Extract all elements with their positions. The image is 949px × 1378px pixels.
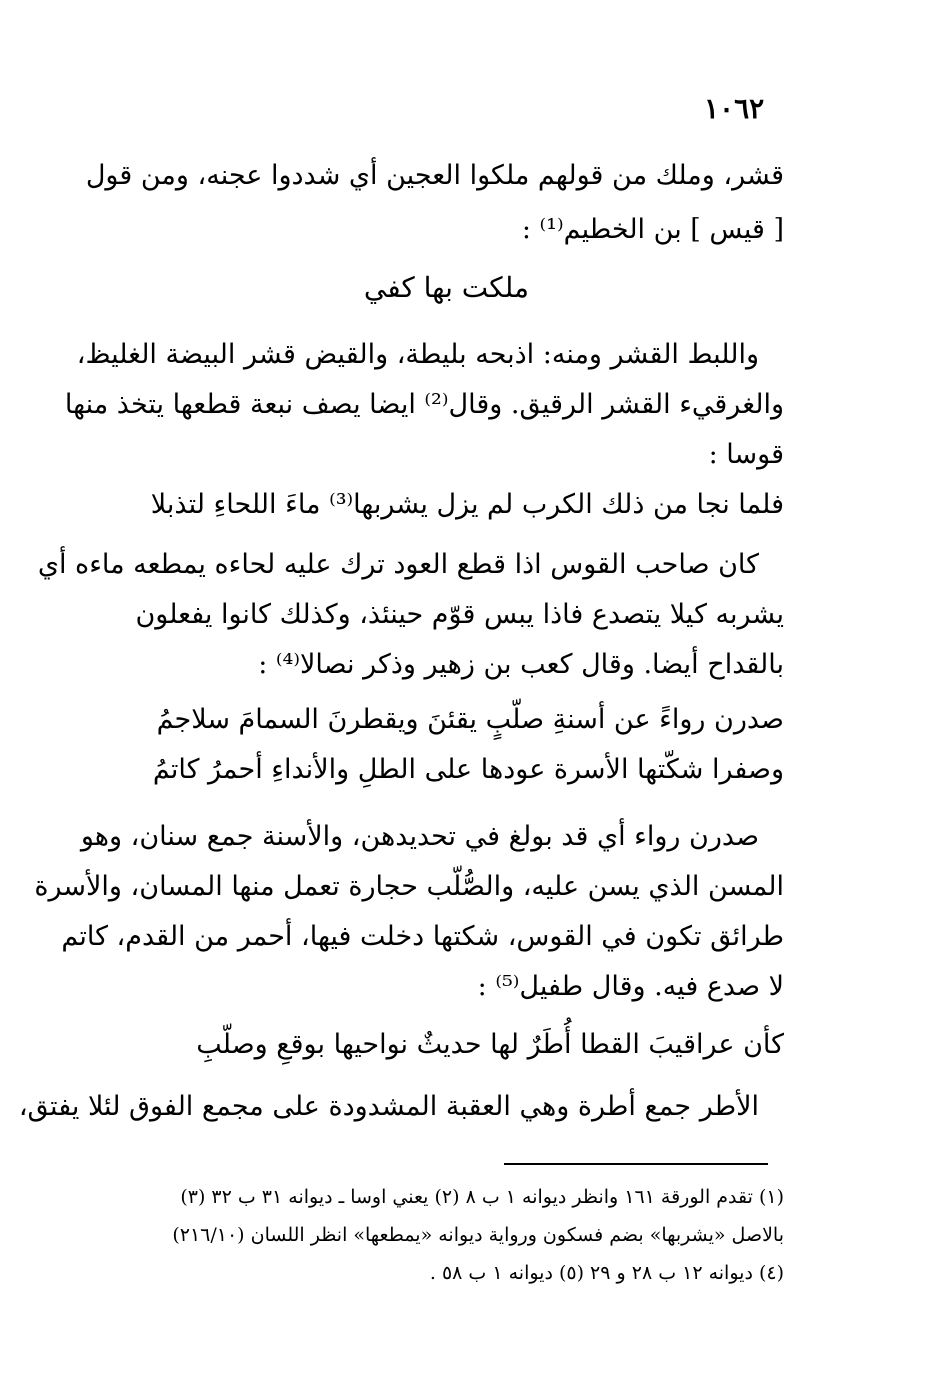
text-line: قوسا :: [708, 439, 784, 470]
footnote-line: بالاصل «يشربها» بضم فسكون ورواية ديوانه «يمطعها» انظر اللسان (٢١٦/١٠): [172, 1224, 784, 1246]
verse-line: ملكت بها كفي: [363, 271, 529, 304]
verse-line: وصفرا شكّتها الأسرة عودها على الطلِ والأنداءِ أحمرُ كاتمُ: [152, 754, 784, 785]
text-line: المسن الذي يسن عليه، والصُّلّب حجارة تعمل منها المسان، والأسرة: [34, 871, 784, 902]
text-line: قشر، وملك من قولهم ملكوا العجين أي شددوا عجنه، ومن قول: [85, 160, 784, 191]
verse-line: فلما نجا من ذلك الكرب لم يزل يشربها⁽³⁾ ماءَ اللحاءِ لتذبلا: [150, 489, 784, 520]
text-line: طرائق تكون في القوس، شكتها دخلت فيها، أحمر من القدم، كاتم: [61, 921, 784, 952]
text-line: صدرن رواء أي قد بولغ في تحديدهن، والأسنة جمع سنان، وهو: [80, 821, 759, 852]
verse-line: كأن عراقيبَ القطا أُطَرٌ لها حديثٌ نواحيها بوقعِ وصلّبِ: [196, 1029, 784, 1060]
text-line: واللبط القشر ومنه: اذبحه بليطة، والقيض قشر البيضة الغليظ،: [76, 339, 759, 370]
text-line: بالقداح أيضا. وقال كعب بن زهير وذكر نصالا⁽⁴⁾ :: [258, 649, 784, 680]
text-line: [ قيس ] بن الخطيم⁽¹⁾ :: [521, 214, 784, 245]
footnote-line: (٤) ديوانه ١٢ ب ٢٨ و ٢٩ (٥) ديوانه ١ ب ٥٨ .: [429, 1262, 784, 1284]
verse-line: صدرن رواءً عن أسنةِ صلّبٍ يقئنَ ويقطرنَ السمامَ سلاجمُ: [156, 704, 784, 735]
text-line: يشربه كيلا يتصدع فاذا يبس قوّم حينئذ، وكذلك كانوا يفعلون: [135, 599, 784, 630]
footnote-line: (١) تقدم الورقة ١٦١ وانظر ديوانه ١ ب ٨ (٢) يعني اوسا ـ ديوانه ٣١ ب ٣٢ (٣): [180, 1186, 784, 1208]
text-line: والغرقيء القشر الرقيق. وقال⁽²⁾ ايضا يصف نبعة قطعها يتخذ منها: [64, 389, 784, 420]
text-line: كان صاحب القوس اذا قطع العود ترك عليه لحاءه يمطعه ماءه أي: [37, 549, 759, 580]
text-line: لا صدع فيه. وقال طفيل⁽⁵⁾ :: [477, 971, 784, 1002]
text-line: الأطر جمع أطرة وهي العقبة المشدودة على مجمع الفوق لئلا يفتق،: [18, 1091, 759, 1122]
footnote-separator: [504, 1163, 768, 1165]
page-number: ١٠٦٢: [704, 92, 765, 125]
